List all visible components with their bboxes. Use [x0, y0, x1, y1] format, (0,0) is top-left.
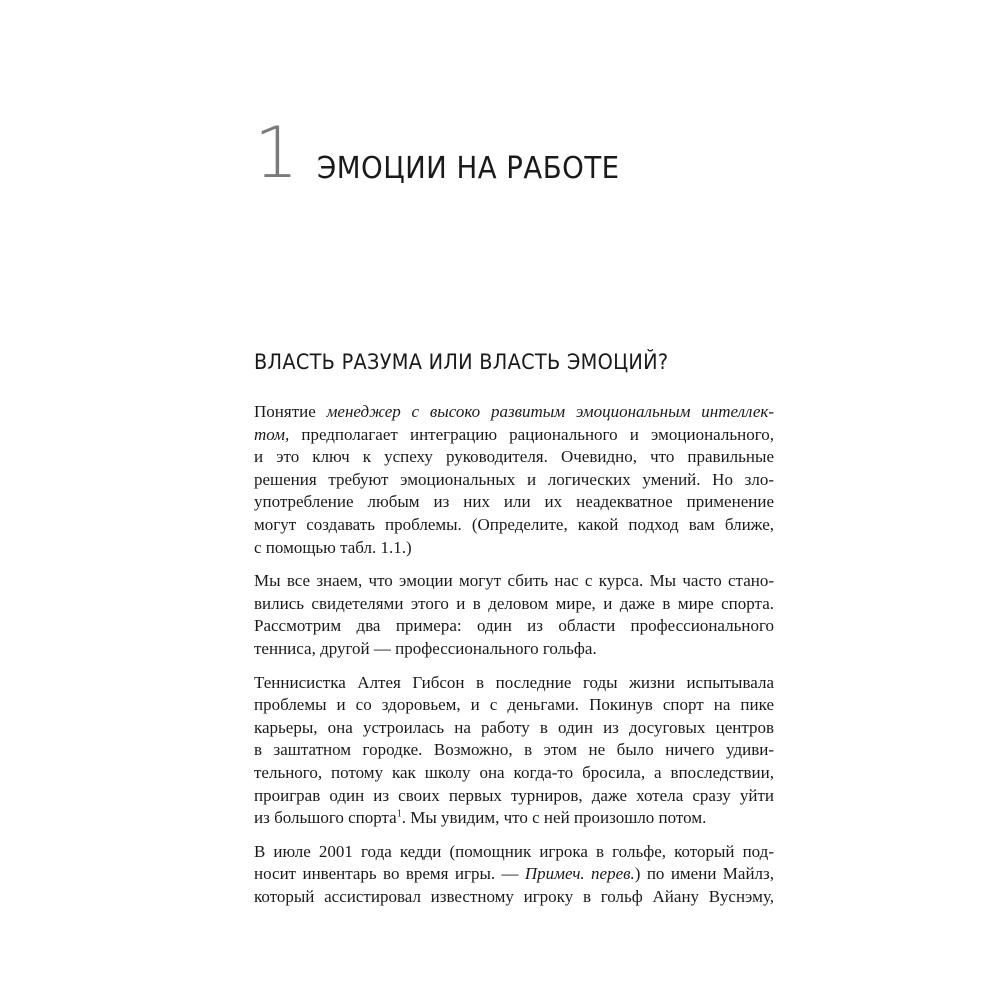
italic-term: менеджер с высоко развитым эмоциональным интеллек-	[326, 402, 774, 421]
text-line	[254, 807, 774, 830]
text-line	[254, 424, 774, 447]
text-line	[254, 401, 774, 424]
text-line: вились свидетелями этого и в деловом мире, и даже в мире спорта.	[254, 593, 774, 613]
translator-note: Примеч. перев.	[524, 864, 635, 884]
text-line	[254, 863, 774, 886]
text-line: с помощью табл. 1.1.)	[254, 537, 412, 557]
text-line: тенниса, другой — профессионального гольфа.	[254, 638, 597, 658]
text-line: Рассмотрим два примера: один из области профессионального	[254, 616, 774, 636]
section-heading: ВЛАСТЬ РАЗУМА ИЛИ ВЛАСТЬ ЭМОЦИЙ?	[254, 350, 669, 374]
text-line: употребление любым из них или их неадекватное применение	[254, 492, 774, 512]
text-line: проблемы и со здоровьем, и с деньгами. Покинув спорт на пике	[254, 695, 774, 715]
text-line: и это ключ к успеху руководителя. Очевидно, что правильные	[254, 447, 774, 467]
paragraph-4	[254, 841, 774, 909]
italic-term: том,	[254, 424, 290, 444]
paragraph-1	[254, 401, 774, 559]
text-line: в заштатном городке. Возможно, в этом не было ничего удиви-	[254, 740, 774, 760]
text-line: могут создавать проблемы. (Определите, какой подход вам ближе,	[254, 514, 774, 534]
chapter-number: 1	[254, 112, 298, 194]
paragraph-3	[254, 672, 774, 830]
text-span: ) по имени Майлз,	[634, 864, 774, 884]
paragraph-2	[254, 570, 774, 660]
text-span: из большого спорта	[254, 808, 397, 828]
text-span: носит инвентарь во время игры. —	[254, 864, 525, 884]
text-line: Теннисистка Алтея Гибсон в последние годы жизни испытывала	[254, 672, 774, 692]
body-text	[254, 401, 774, 919]
text-line: решения требуют эмоциональных и логических умений. Но зло-	[254, 469, 774, 489]
text-line: который ассистировал известному игроку в гольф Айану Вуснэму,	[254, 886, 774, 906]
text-span: Понятие	[254, 402, 327, 421]
text-span: . Мы увидим, что с ней произошло потом.	[401, 808, 707, 828]
text-span: предполагает интеграцию рационального и эмоционального,	[289, 424, 774, 444]
footnote-marker[interactable]: 1	[396, 808, 402, 820]
chapter-title: ЭМОЦИИ НА РАБОТЕ	[317, 151, 620, 186]
text-line: проиграв один из своих первых турниров, даже хотела сразу уйти	[254, 785, 774, 805]
text-line: Мы все знаем, что эмоции могут сбить нас с курса. Мы часто стано-	[254, 571, 774, 591]
text-line: карьеры, она устроилась на работу в один из досуговых центров	[254, 717, 774, 737]
text-line: тельного, потому как школу она когда-то бросила, а впоследствии,	[254, 762, 774, 782]
text-line: В июле 2001 года кедди (помощник игрока в гольфе, который под-	[254, 841, 774, 861]
